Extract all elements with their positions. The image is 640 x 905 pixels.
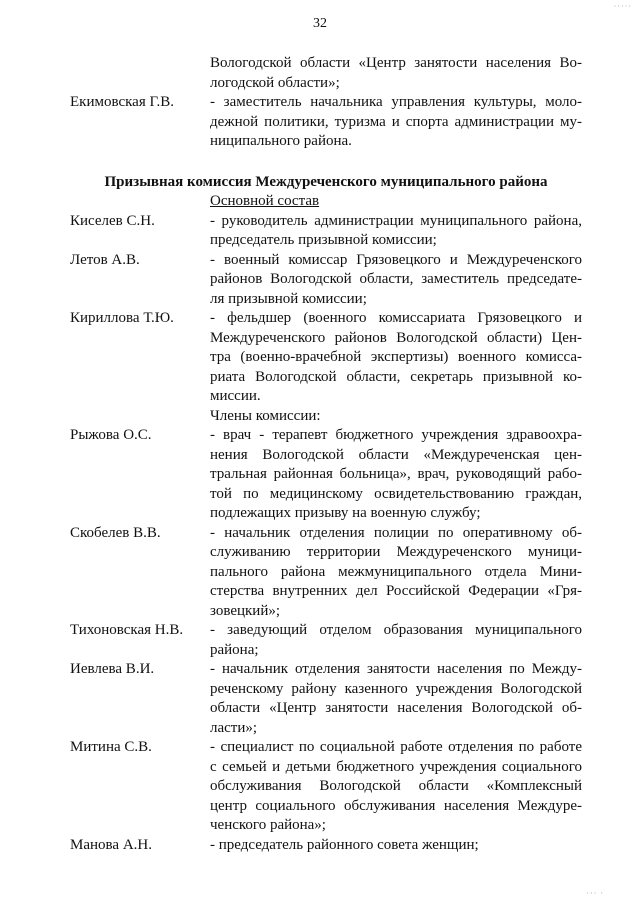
member-entry (70, 621, 582, 660)
member-entry (70, 426, 582, 524)
member-entry (70, 738, 582, 836)
member-name: Кириллова Т.Ю. (70, 310, 174, 326)
members-heading: Члены комиссии: (210, 407, 321, 424)
member-role: - фельдшер (военного комиссариата Грязовецкого и Междуреченского районов Вологодской области) Цен- тра (военно-врачебной экспертизы) военного комисса- риата Вологодской области, секретарь призывной ко- миссии. (210, 310, 582, 404)
member-entry (70, 660, 582, 738)
member-role: - врач - терапевт бюджетного учреждения здравоохра- нения Вологодской области «Междуреченская цен- тральная районная больница», врач, руководящий рабо- той по медицинскому освидетельствованию граждан, подлежащих призыву на военную службу; (210, 427, 582, 521)
scan-mark-top: ····· (613, 2, 632, 11)
member-entry (70, 309, 582, 407)
member-name: Рыжова О.С. (70, 427, 152, 443)
member-name: Киселев С.Н. (70, 212, 155, 229)
page-number: 32 (313, 16, 327, 31)
member-role: - специалист по социальной работе отделения по работе с семьей и детьми бюджетного учреждения социального обслуживания Вологодской области «Комплексный центр социального обслуживания населения Междуре- ченского района»; (210, 739, 582, 833)
member-role: - заместитель начальника управления культуры, моло- дежной политики, туризма и спорта администрации му- ниципального района. (210, 94, 582, 149)
member-role: - председатель районного совета женщин; (210, 836, 479, 853)
member-name: Манова А.Н. (70, 836, 152, 853)
member-entry (70, 212, 582, 251)
member-name: Митина С.В. (70, 739, 152, 755)
member-role: - начальник отделения занятости населения по Между- реченскому району казенного учреждения Вологодской области «Центр занятости населения Вологодской об- ласти»; (210, 661, 582, 736)
commission-title: Призывная комиссия Междуреченского муниципального района (104, 173, 548, 190)
member-name: Иевлева В.И. (70, 661, 155, 677)
scan-mark-bottom: ··· · (586, 888, 604, 898)
member-entry (70, 251, 582, 310)
member-entry (70, 836, 582, 856)
member-name: Летов А.В. (70, 251, 140, 268)
continued-entry (70, 54, 582, 93)
continued-text: Вологодской области «Центр занятости населения Во- логодской области»; (210, 55, 582, 91)
member-role: - военный комиссар Грязовецкого и Междуреченского районов Вологодской области, заместитель председате- ля призывной комиссии; (210, 251, 582, 307)
main-composition-heading: Основной состав (210, 193, 320, 209)
member-entry (70, 524, 582, 622)
member-role: - начальник отделения полиции по оперативному об- служиванию территории Междуреченского муници- пального района межмуниципального отдела Мини- стерства внутренних дел Российской Федерации «Гря- зовецкий»; (210, 524, 582, 619)
member-name: Скобелев В.В. (70, 524, 161, 541)
member-role: - руководитель администрации муниципального района, председатель призывной комиссии; (210, 212, 582, 248)
member-name: Тихоновская Н.В. (70, 622, 184, 638)
document-body (70, 54, 582, 855)
member-role: - заведующий отделом образования муниципального района; (210, 622, 582, 658)
member-entry (70, 93, 582, 152)
member-name: Екимовская Г.В. (70, 94, 174, 110)
